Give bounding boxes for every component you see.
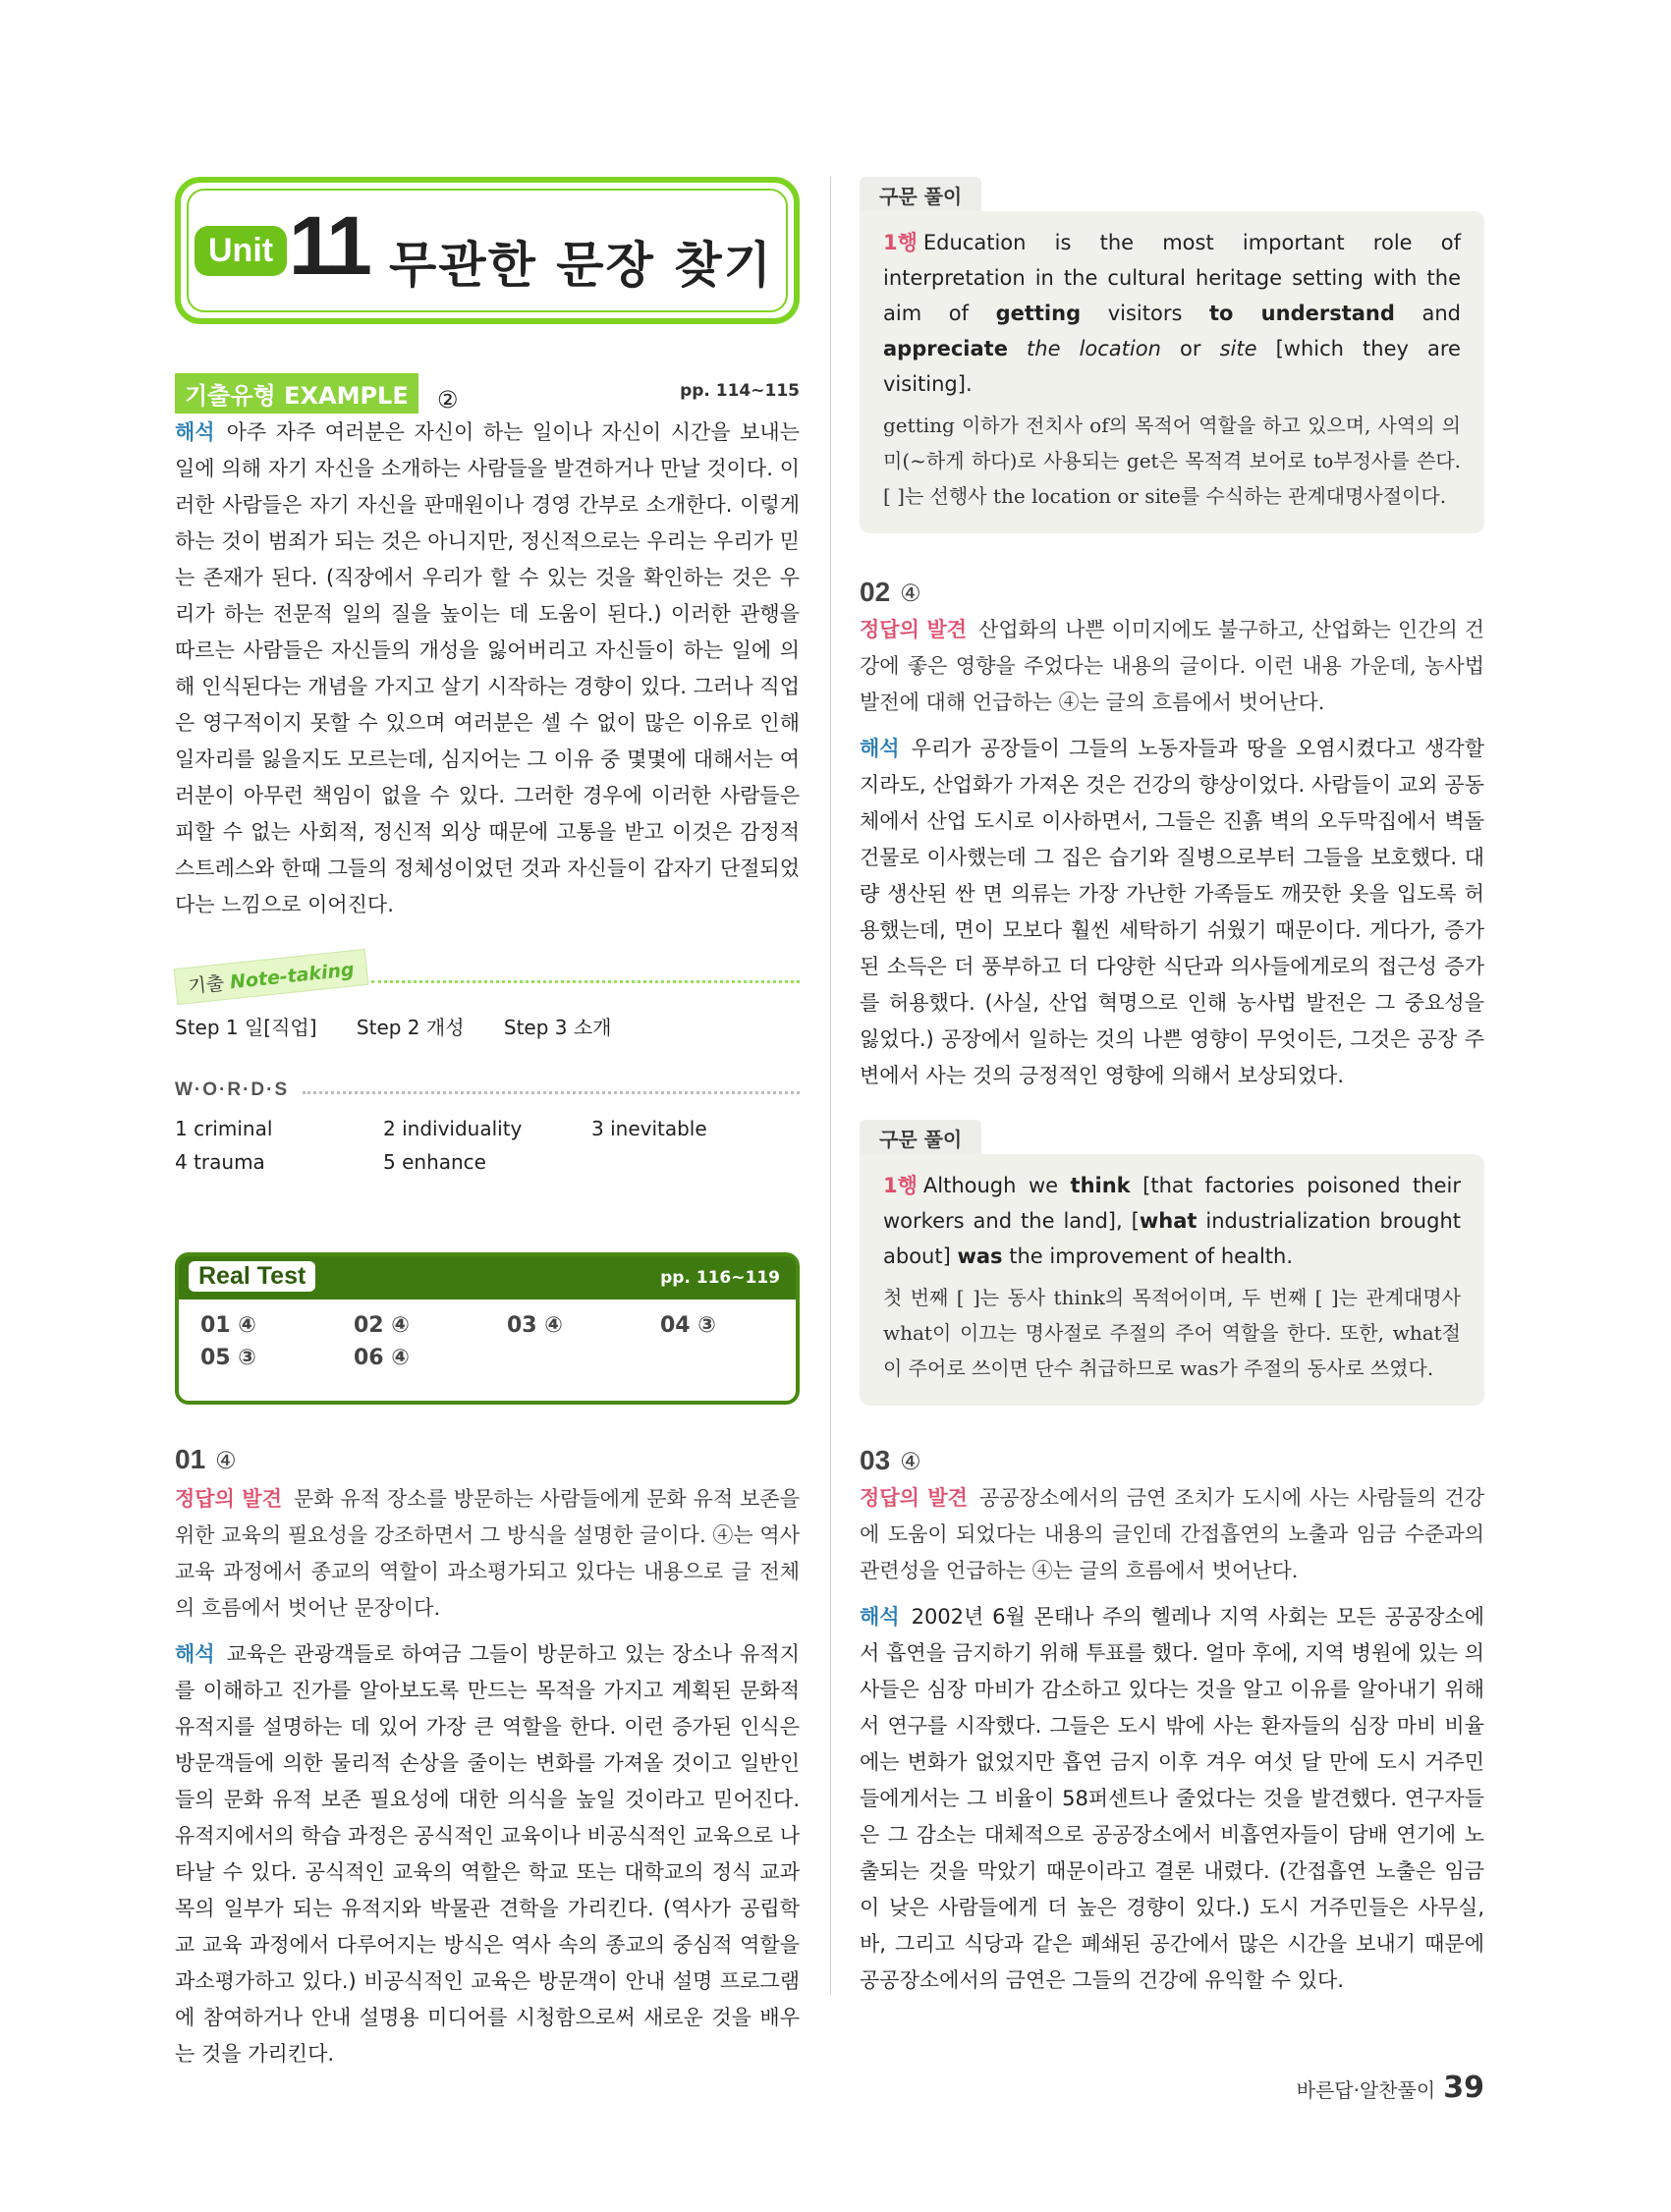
column-divider <box>830 177 831 1994</box>
gumun-korean: 첫 번째 [ ]는 동사 think의 목적어이며, 두 번째 [ ]는 관계대명사 what이 이끄는 명사절로 주절의 주어 역할을 한다. 또한, what절이 주어로 쓰이면 단수 취급하므로 was가 주절의 동사로 쓰였다. <box>883 1286 1461 1380</box>
haeseok-label: 해석 <box>860 737 900 760</box>
jeongdap-text: 산업화의 나쁜 이미지에도 불구하고, 산업화는 인간의 건강에 좋은 영향을 주었다는 내용의 글이다. 이런 내용 가운데, 농사법 발전에 대해 언급하는 ④는 글의 흐름에서 벗어난다. <box>860 618 1484 714</box>
word-item: 4 trauma <box>175 1150 265 1174</box>
jeongdap-text: 문화 유적 장소를 방문하는 사람들에게 문화 유적 보존을 위한 교육의 필요성을 강조하면서 그 방식을 설명한 글이다. ④는 역사 교육 과정에서 종교의 역할이 과소평가되고 있다는 내용으로 글 전체의 흐름에서 벗어난 문장이다. <box>175 1487 800 1620</box>
question-number: 01 <box>175 1444 206 1474</box>
real-test-label: Real Test <box>189 1261 315 1292</box>
note-badge-text: Note-taking <box>229 959 356 994</box>
jeongdap-label: 정답의 발견 <box>860 1486 968 1510</box>
jeongdap-label: 정답의 발견 <box>175 1487 282 1511</box>
example-haeseok-text: 아주 자주 여러분은 자신이 하는 일이나 자신이 시간을 보내는 일에 의해 자기 자신을 소개하는 사람들을 발견하거나 만날 것이다. 이러한 사람들은 자기 자신을 판매원이나 경영 간부로 소개한다. 이렇게 하는 것이 범죄가 되는 것은 아니지만, 정신적으로는 우리는 우리가 믿는 존재가 된다. (직장에서 우리가 할 수 있는 것을 확인하는 것은 우리가 하는 전문적 일의 질을 높이는 데 도움이 된다.) 이러한 관행을 따르는 사람들은 자신들의 개성을 잃어버리고 자신들이 하는 일에 의해 인식된다는 개념을 가지고 살기 시작하는 경향이 있다. 그러나 직업은 영구적이지 못할 수 있으며 여러분은 셀 수 없이 많은 이유로 인해 일자리를 잃을지도 모르는데, 심지어는 그 이유 중 몇몇에 대해서는 여러분이 아무런 책임이 없을 수 있다. 그러한 경우에 이러한 사람들은 피할 수 없는 사회적, 정신적 외상 때문에 고통을 받고 이것은 감정적 스트레스와 한때 그들의 정체성이었던 것과 자신들이 갑자기 단절되었다는 느낌으로 이어진다. <box>175 420 800 916</box>
question-01-jeongdap <box>175 1481 800 1627</box>
question-01-haeseok <box>175 1636 800 2073</box>
real-test-box <box>175 1252 800 1405</box>
question-02-jeongdap <box>860 612 1484 721</box>
answer-item: 06 ④ <box>354 1346 410 1370</box>
left-column <box>175 177 800 2073</box>
word-item: 5 enhance <box>383 1150 486 1174</box>
haeseok-label: 해석 <box>175 420 215 444</box>
words-title: W·O·R·D·S <box>175 1079 290 1100</box>
question-number: 02 <box>860 577 891 607</box>
question-02-haeseok <box>860 731 1484 1094</box>
eng-part: [that factories poisoned their workers and the land], [ <box>883 1174 1461 1233</box>
word-item: 1 criminal <box>175 1117 273 1140</box>
answer-item: 01 ④ <box>200 1313 256 1338</box>
words-dotted-line <box>303 1091 800 1094</box>
step-3: Step 3 소개 <box>503 1016 612 1039</box>
question-03-haeseok <box>860 1599 1484 1999</box>
gumun-content <box>860 211 1484 533</box>
word-item: 2 individuality <box>383 1117 523 1140</box>
eng-part <box>1008 337 1027 360</box>
eng-part: [which they are visiting]. <box>883 337 1461 396</box>
real-test-pages: pp. 116~119 <box>660 1268 780 1288</box>
haeseok-label: 해석 <box>175 1642 215 1666</box>
example-answer: ② <box>436 385 459 414</box>
gumun-box-1 <box>860 177 1484 533</box>
eng-part-bold: appreciate <box>883 337 1008 360</box>
note-taking-badge <box>174 949 369 1005</box>
real-test-header <box>179 1256 796 1300</box>
jeongdap-text: 공공장소에서의 금연 조치가 도시에 사는 사람들의 건강에 도움이 되었다는 내용의 글인데 간접흡연의 노출과 임금 수준과의 관련성을 언급하는 ④는 글의 흐름에서 벗어난다. <box>860 1486 1484 1582</box>
unit-number: 11 <box>289 199 368 292</box>
words-list <box>175 1117 800 1174</box>
note-taking-header <box>175 959 800 1002</box>
question-answer: ④ <box>900 581 921 607</box>
unit-title: 무관한 문장 찾기 <box>389 236 773 294</box>
note-badge-prefix: 기출 <box>187 972 226 998</box>
eng-part: Although we <box>922 1174 1071 1197</box>
eng-part-italic: the location <box>1027 337 1161 360</box>
word-item: 3 inevitable <box>591 1117 707 1140</box>
example-pages: pp. 114~115 <box>680 381 800 401</box>
answer-item: 04 ③ <box>660 1313 716 1338</box>
eng-part: Education is the most important role of interpretation in the cultural heritage setting with the aim of <box>883 231 1461 325</box>
question-answer: ④ <box>900 1449 921 1475</box>
eng-part: and <box>1394 302 1462 325</box>
real-test-answers <box>179 1300 796 1370</box>
question-03-heading <box>860 1445 1484 1476</box>
gumun-content <box>860 1154 1484 1406</box>
question-number: 03 <box>860 1445 891 1475</box>
eng-part: or <box>1160 337 1220 360</box>
haeseok-text: 교육은 관광객들로 하여금 그들이 방문하고 있는 장소나 유적지를 이해하고 진가를 알아보도록 만드는 목적을 가지고 계획된 문화적 유적지를 설명하는 데 있어 가장 큰 역할을 한다. 이런 증가된 인식은 방문객들에 의한 물리적 손상을 줄이는 변화를 가져올 것이고 일반인들의 문화 유적 보존 필요성에 대한 의식을 높일 것이라고 믿어진다. 유적지에서의 학습 과정은 공식적인 교육이나 비공식적인 교육으로 나타날 수 있다. 공식적인 교육의 역할은 학교 또는 대학교의 정식 교과목의 일부가 되는 유적지와 박물관 견학을 가리킨다. (역사가 공립학교 교육 과정에서 다루어지는 방식은 역사 속의 종교의 중심적 역할을 과소평가하고 있다.) 비공식적인 교육은 방문객이 안내 설명 프로그램에 참여하거나 안내 설명용 미디어를 시청함으로써 새로운 것을 배우는 것을 가리킨다. <box>175 1642 800 2066</box>
haeseok-label: 해석 <box>860 1605 900 1629</box>
answer-item: 05 ③ <box>200 1346 256 1370</box>
right-column <box>860 177 1484 1999</box>
eng-part-bold: think <box>1070 1174 1131 1197</box>
eng-part: the improvement of health. <box>1002 1244 1294 1268</box>
eng-part-bold: was <box>957 1244 1003 1268</box>
example-header <box>175 373 800 414</box>
note-dotted-line <box>371 980 800 983</box>
haeseok-text: 2002년 6월 몬태나 주의 헬레나 지역 사회는 모든 공공장소에서 흡연을 금지하기 위해 투표를 했다. 얼마 후에, 지역 병원에 있는 의사들은 심장 마비가 감소하고 있다는 것을 알고 이유를 알아내기 위해서 연구를 시작했다. 그들은 도시 밖에 사는 환자들의 심장 마비 비율에는 변화가 없었지만 흡연 금지 이후 겨우 여섯 달 만에 도시 거주민들에게서는 그 비율이 58퍼센트나 줄었다는 것을 발견했다. 연구자들은 그 감소는 대체적으로 공공장소에서 비흡연자들이 담배 연기에 노출되는 것을 막았기 때문이라고 결론 내렸다. (간접흡연 노출은 임금이 낮은 사람들에게 더 높은 경향이 있다.) 도시 거주민들은 사무실, 바, 그리고 식당과 같은 폐쇄된 공간에서 많은 시간을 보내기 때문에 공공장소에서의 금연은 그들의 건강에 유익할 수 있다. <box>860 1605 1484 1992</box>
gumun-box-2 <box>860 1120 1484 1406</box>
eng-part-bold: getting <box>995 302 1082 325</box>
gumun-tab: 구문 풀이 <box>860 1120 981 1154</box>
eng-part-bold: what <box>1139 1209 1198 1233</box>
line-marker: 1행 <box>883 1174 918 1197</box>
example-haeseok <box>175 415 800 923</box>
question-01-heading <box>175 1444 800 1475</box>
step-2: Step 2 개성 <box>356 1016 465 1039</box>
step-1: Step 1 일[직업] <box>175 1016 317 1039</box>
eng-part-bold: to understand <box>1209 302 1395 325</box>
jeongdap-label: 정답의 발견 <box>860 618 968 641</box>
gumun-english <box>883 1168 1461 1274</box>
answer-item: 02 ④ <box>354 1313 410 1338</box>
answer-item: 03 ④ <box>507 1313 563 1338</box>
example-badge: 기출유형 EXAMPLE <box>175 373 418 414</box>
gumun-english <box>883 225 1461 402</box>
unit-label: Unit <box>195 226 287 276</box>
question-03-jeongdap <box>860 1480 1484 1589</box>
page-footer <box>1297 2071 1484 2105</box>
unit-header <box>175 177 800 324</box>
eng-part-italic: site <box>1219 337 1257 360</box>
note-steps <box>175 1012 800 1040</box>
page-number: 39 <box>1443 2071 1484 2105</box>
gumun-korean: getting 이하가 전치사 of의 목적어 역할을 하고 있으며, 사역의 의미(~하게 하다)로 사용되는 get은 목적격 보어로 to부정사를 쓴다. [ ]는 선행사 the location or site를 수식하는 관계대명사절이다. <box>883 414 1461 508</box>
words-header <box>175 1079 800 1109</box>
question-02-heading <box>860 577 1484 608</box>
gumun-tab: 구문 풀이 <box>860 177 981 211</box>
question-answer: ④ <box>215 1448 237 1474</box>
eng-part: visitors <box>1081 302 1209 325</box>
footer-text: 바른답·알찬풀이 <box>1296 2078 1436 2102</box>
line-marker: 1행 <box>883 231 918 254</box>
eng-part: industrialization brought about] <box>883 1209 1461 1268</box>
haeseok-text: 우리가 공장들이 그들의 노동자들과 땅을 오염시켰다고 생각할지라도, 산업화가 가져온 것은 건강의 향상이었다. 사람들이 교외 공동체에서 산업 도시로 이사하면서, 그들은 진흙 벽의 오두막집에서 벽돌 건물로 이사했는데 그 집은 습기와 질병으로부터 그들을 보호했다. 대량 생산된 싼 면 의류는 가장 가난한 가족들도 깨끗한 옷을 입도록 허용했는데, 면이 모보다 훨씬 세탁하기 쉬웠기 때문이다. 게다가, 증가된 소득은 더 풍부하고 더 다양한 식단과 의사들에게로의 접근성 증가를 허용했다. (사실, 산업 혁명으로 인해 농사법 발전은 그 중요성을 잃었다.) 공장에서 일하는 것의 나쁜 영향이 무엇이든, 그것은 공장 주변에서 사는 것의 긍정적인 영향에 의해서 보상되었다. <box>860 737 1484 1087</box>
